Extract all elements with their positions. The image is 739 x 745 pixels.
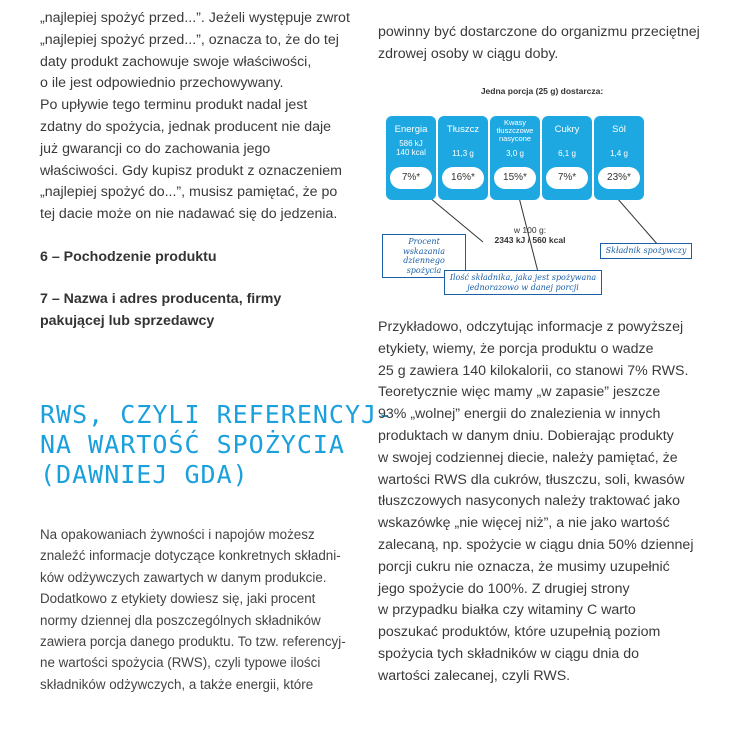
text-line: 93% „wolnej” energii do znalezienia w innych xyxy=(378,406,661,423)
text-line: daty produkt zachowuje swoje właściwości, xyxy=(40,53,312,70)
tile-value: 1,4 g xyxy=(610,149,628,158)
tile-sugars xyxy=(542,116,592,200)
text-line: normy dziennej dla poszczególnych składników xyxy=(40,612,321,628)
text-line: w przypadku białka czy witaminy C warto xyxy=(378,602,636,619)
text-line: „najlepiej spożyć przed...”, oznacza to, że do tej xyxy=(40,31,339,48)
tile-name: Energia xyxy=(394,124,428,135)
per-100g-label: w 100 g: xyxy=(513,225,547,235)
tile-value: 3,0 g xyxy=(506,149,524,158)
text-line: Dodatkowo z etykiety dowiesz się, jaki procent xyxy=(40,591,316,607)
section-heading-7-line: 7 – Nazwa i adres producenta, firmy xyxy=(40,290,282,307)
text-line: zalecaną, np. spożycie w ciągu dnia 50% dziennej xyxy=(378,536,694,553)
text-line: poszukać produktów, które uzupełnią poziom xyxy=(378,624,661,641)
text-line: „najlepiej spożyć do...”, musisz pamiętać, że po xyxy=(40,184,338,201)
text-line: 25 g zawiera 140 kilokalorii, co stanowi 7% RWS. xyxy=(378,362,689,379)
text-line: już gwarancji co do zachowania jego xyxy=(40,140,271,157)
text-line: ków odżywczych zawartych w danym produkcie. xyxy=(40,569,327,585)
text-line: wartości zalecanej, czyli RWS. xyxy=(378,667,571,684)
callout-rws: Procent wskazania dziennego spożycia xyxy=(382,234,466,278)
per-100g-info xyxy=(465,225,595,245)
text-line: Przykładowo, odczytując informacje z powyższej xyxy=(378,319,684,335)
per-100g-value: 2343 kJ / 560 kcal xyxy=(494,235,566,245)
callout-amount: Ilość składnika, jaka jest spożywana jednorazowo w danej porcji xyxy=(444,270,602,295)
tile-name: Cukry xyxy=(554,124,580,135)
text-line: powinny być dostarczone do organizmu przeciętnej xyxy=(378,24,700,40)
text-line: etykiety, wiemy, że porcja produktu o wadze xyxy=(378,340,654,357)
tile-value: 140 kcal xyxy=(396,148,426,157)
text-line: właściwości. Gdy kupisz produkt z oznaczeniem xyxy=(40,162,342,179)
text-line: zawiera porcja danego produktu. To tzw. referencyj- xyxy=(40,634,346,650)
text-line: wartości RWS dla cukrów, tłuszczu, soli, kwasów xyxy=(378,471,685,488)
percent-badge: 7%* xyxy=(546,167,588,189)
tile-name: Tłuszcz xyxy=(446,124,480,135)
text-line: ne wartości spożycia (RWS), czyli typowe ilości xyxy=(40,655,321,671)
text-line: „najlepiej spożyć przed...”. Jeżeli występuje zwrot xyxy=(40,10,350,26)
text-line: wskazówkę „nie więcej niż”, a nie jako wartość xyxy=(378,515,670,532)
section-heading-6: 6 – Pochodzenie produktu xyxy=(40,248,217,265)
text-line: Po upływie tego terminu produkt nadal jest xyxy=(40,97,308,114)
tile-energy xyxy=(386,116,436,200)
percent-badge: 23%* xyxy=(598,167,640,189)
text-line: o ile jest odpowiednio przechowywany. xyxy=(40,75,284,92)
text-line: w swojej codziennej diecie, należy pamiętać, że xyxy=(378,449,678,466)
text-line: jego spożycie do 100%. Z drugiej strony xyxy=(378,580,630,597)
text-line: składników odżywczych, a także energii, które xyxy=(40,676,314,692)
percent-badge: 7%* xyxy=(390,167,432,189)
text-line: zdrowej osoby w ciągu doby. xyxy=(378,45,559,62)
left-bottom-paragraph xyxy=(40,524,355,695)
right-top-paragraph xyxy=(378,22,698,66)
tile-name: Kwasy tłuszczowe nasycone xyxy=(496,118,534,143)
section-heading-7-line: pakującej lub sprzedawcy xyxy=(40,312,215,329)
tile-value: 586 kJ xyxy=(399,139,423,148)
title-line: NA WARTOŚĆ SPOŻYCIA xyxy=(40,430,345,459)
text-line: Teoretycznie więc mamy „w zapasie” jeszcze xyxy=(378,384,661,401)
title-line: (DAWNIEJ GDA) xyxy=(40,460,249,489)
section-title xyxy=(40,400,394,490)
section-heading-7 xyxy=(40,288,350,332)
right-bottom-paragraph xyxy=(378,317,698,688)
text-line: spożycia tych składników w ciągu dnia do xyxy=(378,645,640,662)
tile-salt xyxy=(594,116,644,200)
text-line: produktach w danym dniu. Dobierając produkty xyxy=(378,427,674,444)
text-line: Na opakowaniach żywności i napojów możesz xyxy=(40,527,315,542)
percent-badge: 15%* xyxy=(494,167,536,189)
tile-value: 11,3 g xyxy=(452,149,474,158)
tile-value: 6,1 g xyxy=(558,149,576,158)
tile-fat xyxy=(438,116,488,200)
text-line: tej dacie może on nie nadawać się do jedzenia. xyxy=(40,206,338,223)
text-line: porcji cukru nie oznacza, że musimy uzupełnić xyxy=(378,558,670,575)
label-title: Jedna porcja (25 g) dostarcza: xyxy=(480,86,604,96)
tile-name: Sól xyxy=(612,124,626,135)
percent-badge: 16%* xyxy=(442,167,484,189)
nutrition-label-diagram xyxy=(378,80,698,300)
tile-saturated-fat xyxy=(490,116,540,200)
text-line: zdatny do spożycia, jednak producent nie daje xyxy=(40,118,332,135)
text-line: znaleźć informacje dotyczące konkretnych składni- xyxy=(40,548,341,564)
title-line: RWS, CZYLI REFERENCYJ- xyxy=(40,400,394,429)
callout-component: Składnik spożywczy xyxy=(600,243,692,259)
text-line: tłuszczowych nasyconych należy traktować jako xyxy=(378,493,681,510)
left-top-paragraph xyxy=(40,8,350,332)
